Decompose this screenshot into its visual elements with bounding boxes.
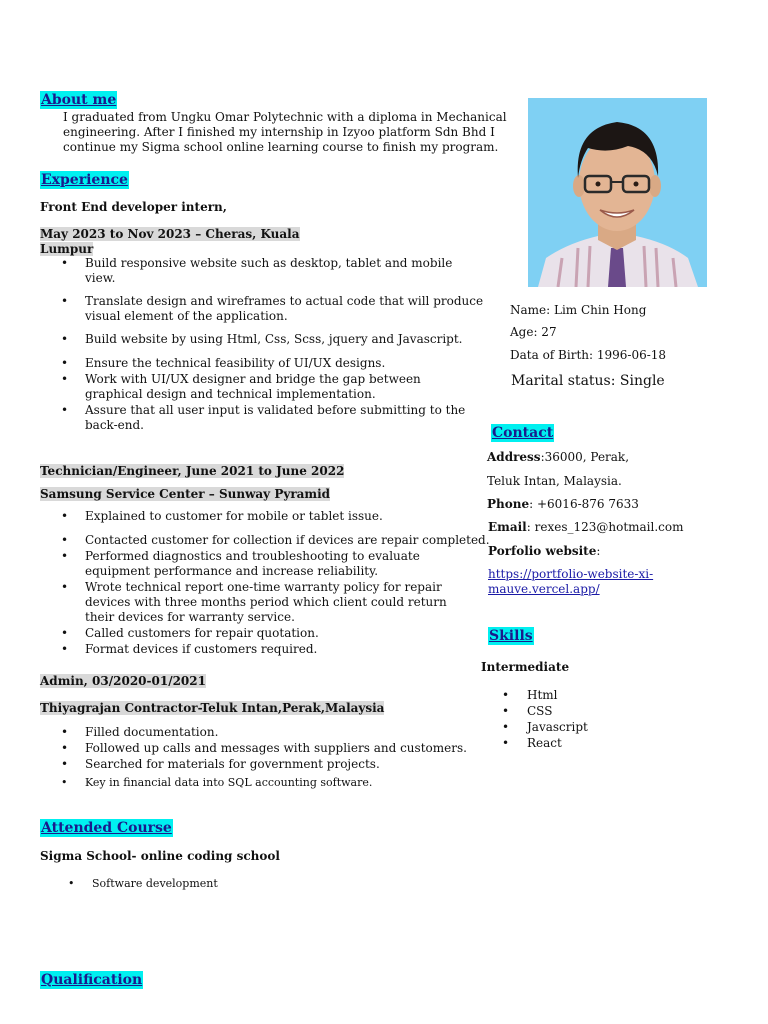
list-item: • Filled documentation.: [40, 725, 490, 740]
list-item: • Javascript: [481, 720, 681, 735]
job-company: Samsung Service Center – Sunway Pyramid: [40, 487, 331, 501]
job-title: Admin, 03/2020-01/2021: [40, 674, 206, 688]
list-item: • Html: [481, 688, 681, 703]
profile-name: Name: Lim Chin Hong: [510, 303, 647, 317]
profile-photo: [528, 98, 707, 287]
list-item: • Explained to customer for mobile or tablet issue.: [40, 509, 490, 524]
list-item: • Format devices if customers required.: [40, 642, 490, 657]
skills-level: Intermediate: [481, 660, 570, 674]
list-item: • Contacted customer for collection if devices are repair completed.: [40, 533, 490, 548]
skills-list: [481, 688, 681, 751]
profile-marital: Marital status: Single: [511, 373, 665, 389]
list-item: • Called customers for repair quotation.: [40, 626, 490, 641]
list-item: • Assure that all user input is validated before submitting to the back-end.: [40, 403, 490, 433]
list-item: • Key in financial data into SQL accounting software.: [40, 775, 490, 790]
list-item: • Translate design and wireframes to actual code that will produce visual element of the application.: [40, 294, 490, 324]
course-heading: Attended Course: [41, 820, 172, 836]
contact-heading: Contact: [492, 425, 554, 441]
list-item: • Work with UI/UX designer and bridge the gap between graphical design and technical implementation.: [40, 372, 490, 402]
job-title: Front End developer intern,: [40, 200, 227, 214]
list-item: • CSS: [481, 704, 681, 719]
job-location: Lumpur: [40, 242, 94, 256]
contact-address: Address:36000, Perak,: [487, 450, 630, 464]
job1-bullets: [40, 256, 490, 433]
portfolio-link[interactable]: mauve.vercel.app/: [488, 582, 600, 596]
about-line: I graduated from Ungku Omar Polytechnic with a diploma in Mechanical: [63, 110, 507, 124]
person-portrait-icon: [528, 98, 707, 287]
list-item: • Performed diagnostics and troubleshooting to evaluate equipment performance and increase reliability.: [40, 549, 490, 579]
job-title: Technician/Engineer, June 2021 to June 2022: [40, 464, 345, 478]
contact-phone: Phone: +6016-876 7633: [487, 497, 639, 511]
list-item: • Software development: [47, 876, 347, 891]
course-name: Sigma School- online coding school: [40, 849, 280, 863]
course-bullets: [47, 876, 347, 891]
job-dates: May 2023 to Nov 2023 – Cheras, Kuala: [40, 227, 300, 241]
list-item: • Build responsive website such as desktop, tablet and mobile view.: [40, 256, 490, 286]
about-line: engineering. After I finished my internship in Izyoo platform Sdn Bhd I: [63, 125, 495, 139]
list-item: • Followed up calls and messages with suppliers and customers.: [40, 741, 490, 756]
list-item: • React: [481, 736, 681, 751]
job3-bullets: [40, 725, 490, 790]
list-item: • Ensure the technical feasibility of UI/UX designs.: [40, 356, 490, 371]
about-line: continue my Sigma school online learning course to finish my program.: [63, 140, 499, 154]
profile-dob: Data of Birth: 1996-06-18: [510, 348, 667, 362]
list-item: • Wrote technical report one-time warranty policy for repair devices with three months period which client could return their devices for warranty service.: [40, 580, 490, 625]
about-heading: About me: [41, 92, 117, 108]
list-item: • Searched for materials for government projects.: [40, 757, 490, 772]
job2-bullets: [40, 509, 490, 657]
contact-portfolio-label: Porfolio website:: [488, 544, 601, 558]
portfolio-link[interactable]: https://portfolio-website-xi-: [488, 567, 654, 581]
contact-email: Email: rexes_123@hotmail.com: [488, 520, 684, 534]
qualification-heading: Qualification: [41, 972, 143, 988]
list-item: • Build website by using Html, Css, Scss, jquery and Javascript.: [40, 332, 490, 347]
skills-heading: Skills: [489, 628, 533, 644]
contact-address-line2: Teluk Intan, Malaysia.: [487, 474, 622, 488]
profile-age: Age: 27: [510, 325, 557, 339]
job-company: Thiyagrajan Contractor-Teluk Intan,Perak,Malaysia: [40, 701, 385, 715]
experience-heading: Experience: [41, 172, 128, 188]
